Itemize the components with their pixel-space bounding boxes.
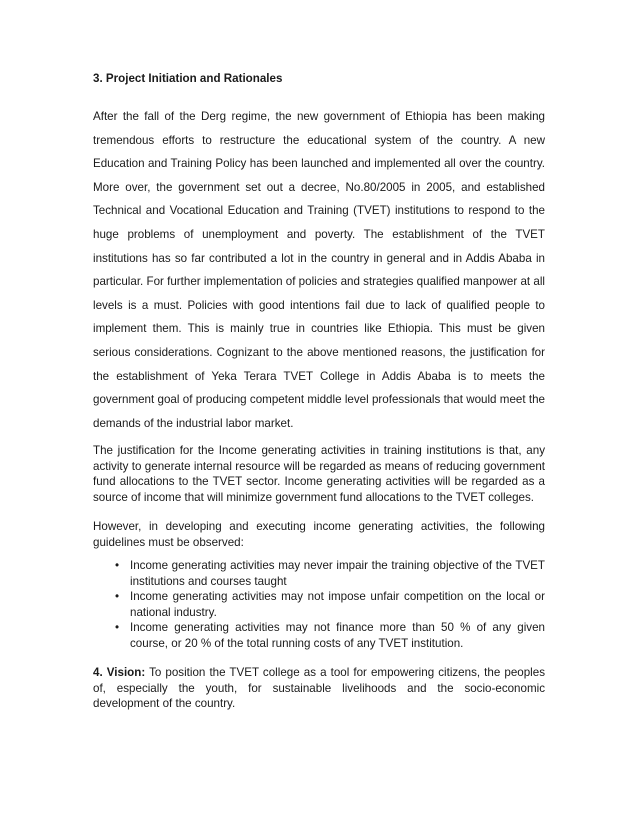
list-item bbox=[93, 589, 545, 620]
bullet-icon: • bbox=[115, 590, 120, 604]
document-body bbox=[93, 72, 545, 712]
list-item-text: Income generating activities may not finance more than 50 % of any given course, or 20 % of the total running costs of any TVET institution. bbox=[130, 621, 545, 650]
list-item-text: Income generating activities may not impose unfair competition on the local or national industry. bbox=[130, 590, 545, 619]
justification-paragraph: The justification for the Income generating activities in training institutions is that, any activity to generate internal resource will be regarded as means of reducing government fund allocations to the TVET sector. Income generating activities will be regarded as a source of income that will minimize government fund allocations to the TVET colleges. bbox=[93, 444, 545, 504]
guidelines-intro-paragraph: However, in developing and executing income generating activities, the following guidelines must be observed: bbox=[93, 520, 545, 549]
list-item bbox=[93, 620, 545, 651]
list-item bbox=[93, 558, 545, 589]
vision-paragraph bbox=[93, 665, 545, 712]
guidelines-list bbox=[93, 558, 545, 651]
vision-text: To position the TVET college as a tool for empowering citizens, the peoples of, especially the youth, for sustainable livelihoods and the socio-economic development of the country. bbox=[93, 666, 545, 711]
bullet-icon: • bbox=[115, 559, 120, 573]
list-item-text: Income generating activities may never impair the training objective of the TVET institutions and courses taught bbox=[130, 559, 545, 588]
rationale-paragraph: After the fall of the Derg regime, the new government of Ethiopia has been making tremendous efforts to restructure the educational system of the country. A new Education and Training Policy has been launched and implemented all over the country. More over, the government set out a decree, No.80/2005 in 2005, and established Technical and Vocational Education and Training (TVET) institutions to respond to the huge problems of unemployment and poverty. The establishment of the TVET institutions has so far contributed a lot in the country in general and in Addis Ababa in particular. For further implementation of policies and strategies qualified manpower at all levels is a must. Policies with good intentions fail due to lack of qualified people to implement them. This is mainly true in countries like Ethiopia. This must be given serious considerations. Cognizant to the above mentioned reasons, the justification for the establishment of Yeka Terara TVET College in Addis Ababa is to meets the government goal of producing competent middle level professionals that would meet the demands of the industrial labor market. bbox=[93, 110, 545, 430]
vision-label: 4. Vision: bbox=[93, 666, 146, 680]
section-heading: 3. Project Initiation and Rationales bbox=[93, 72, 283, 85]
bullet-icon: • bbox=[115, 621, 120, 635]
